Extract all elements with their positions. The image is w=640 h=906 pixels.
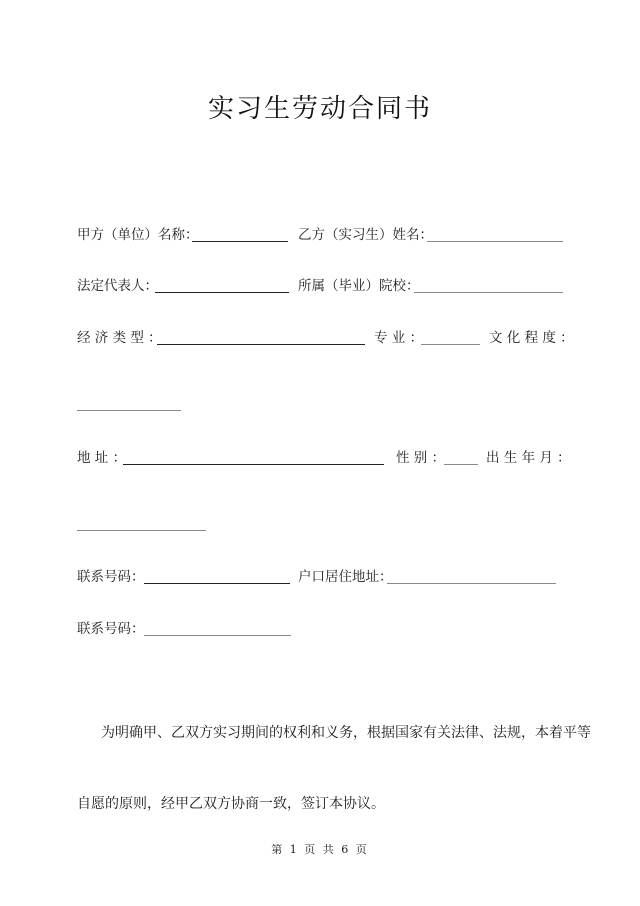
birth-label: 出 生 年 月 ： xyxy=(486,450,571,466)
row-economic-major-education xyxy=(0,329,640,349)
row-phone-household xyxy=(0,568,640,588)
row-legal-rep-school xyxy=(0,277,640,297)
document-title: 实习生劳动合同书 xyxy=(207,94,432,124)
row-address-gender-birth xyxy=(0,449,640,469)
legal-rep-label: 法定代表人： xyxy=(77,278,158,294)
page-number-footer: 第 1 页 共 6 页 xyxy=(271,843,369,856)
row-phone-2 xyxy=(0,620,640,640)
gender-field[interactable] xyxy=(444,464,478,465)
household-address-field[interactable] xyxy=(387,583,556,584)
party-a-name-label: 甲方（单位）名称： xyxy=(77,227,199,243)
paragraph-line-1: 为明确甲、乙双方实习期间的权利和义务，根据国家有关法律、法规，本着平等 xyxy=(101,725,591,741)
school-label: 所属（毕业）院校： xyxy=(298,278,420,294)
legal-rep-field[interactable] xyxy=(155,292,289,293)
school-field[interactable] xyxy=(414,292,563,293)
birth-field[interactable] xyxy=(77,530,206,531)
phone-label-1: 联系号码： xyxy=(77,569,145,585)
party-b-name-label: 乙方（实习生）姓名： xyxy=(298,227,433,243)
economic-type-field[interactable] xyxy=(157,344,365,345)
household-address-label: 户口居住地址： xyxy=(298,569,393,585)
paragraph-line-2: 自愿的原则，经甲乙双方协商一致，签订本协议。 xyxy=(77,796,385,812)
major-field[interactable] xyxy=(421,344,480,345)
party-a-name-field[interactable] xyxy=(192,241,288,242)
row-party-names xyxy=(0,226,640,246)
address-label: 地 址 ： xyxy=(77,450,127,466)
phone-label-2: 联系号码： xyxy=(77,621,145,637)
major-label: 专 业 ： xyxy=(374,330,424,346)
party-b-name-field[interactable] xyxy=(427,241,563,242)
economic-type-label: 经 济 类 型 ： xyxy=(77,330,162,346)
education-field[interactable] xyxy=(77,410,181,411)
phone-field-2[interactable] xyxy=(144,635,291,636)
address-field[interactable] xyxy=(123,464,384,465)
phone-field-1[interactable] xyxy=(144,583,290,584)
gender-label: 性 别 ： xyxy=(396,450,446,466)
education-label: 文 化 程 度 ： xyxy=(489,330,574,346)
